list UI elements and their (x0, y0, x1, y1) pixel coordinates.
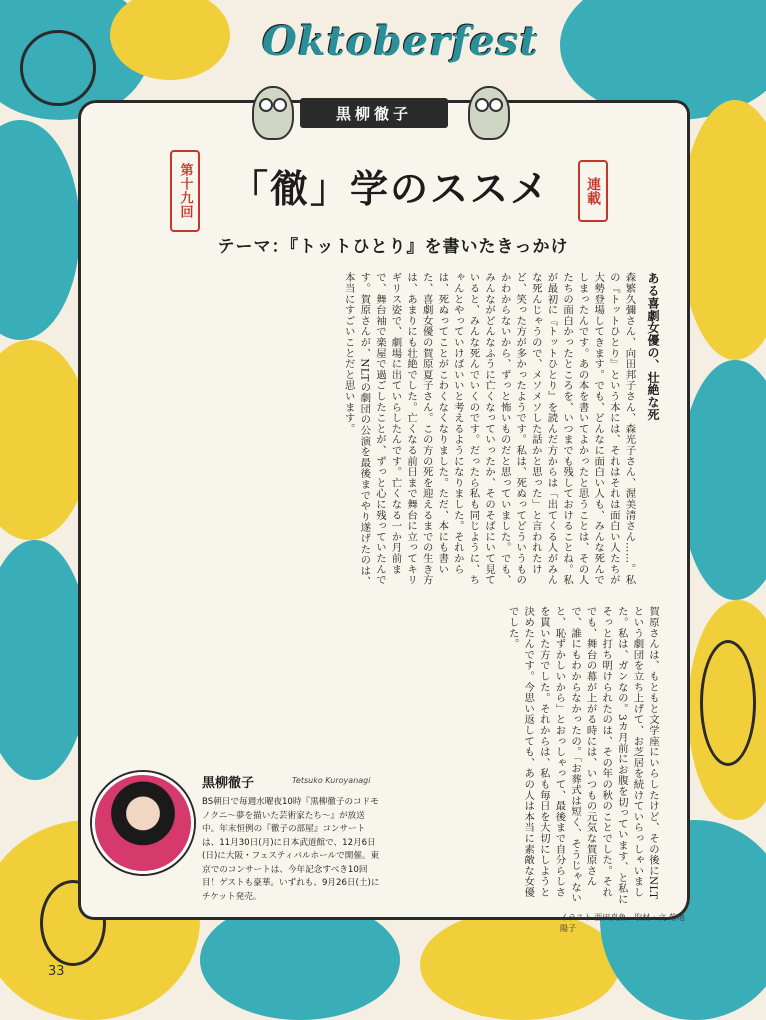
profile-text: BS朝日で毎週水曜夜10時『黒柳徹子のコドモノクニ〜夢を描いた芸術家たち〜』が放送中。年末恒例の『徹子の部屋』コンサートは、11月30日(月)に日本武道館で、12月6日(日)に大阪・フェスティバルホールで開催。東京でのコンサートは、今年記念すべき10回目！ゲストも豪華。いずれも、9月26日(土)にチケット発売。 (202, 797, 380, 902)
article-text-upper: 森繁久彌さん、向田邦子さん、森光子さん、渥美清さん……。私の『トットひとり』という本には、それはそれは面白い人たちが大勢登場してきます。でも、どんなに面白い人も、みんな死んでしまったんです。あの本を書いてよかったと思うことは、その人たちの面白かったところを、いつまでも残しておけることね。私が最初に『トットひとり』を読んだ方からは「出てくる人がみんな死んじゃうので、メソメソした話かと思った」と言われたけど、笑った方が多かったようです。私は、死ぬってどういうものかわからないから、ずっと怖いものだと思っていました。でも、みんながどんなふうに亡くなっていったか、そのそばにいて見ていると、みんな死んでいくのです。だったら私も同じように、ちゃんとやっていけばいいと考えるようになりました。それからは、死ぬってことがこわくなくなりました。ただ、本にも書いた、喜劇女優の賀原夏子さん。この方の死を迎えるまでの生き方は、あまりにも壮絶でした。亡くなる前日まで舞台に立ってキリギリス姿で、劇場に出ていらしたんです。亡くなる一か月前まで、舞台袖で楽屋で過ごしたことが、ずっと心に残っていたんです。賀原さんが、NLTの劇団の公演を最後までやり遂げたのは、本当にすごいことだと思います。 (342, 272, 636, 587)
series-badge: 連載 (578, 160, 608, 222)
frame-shape (0, 540, 90, 780)
frame-outline (20, 30, 96, 106)
article-theme: テーマ：『トットひとり』を書いたきっかけ (217, 237, 569, 257)
frame-outline (700, 640, 756, 766)
frame-shape (680, 100, 766, 360)
article-body-upper (100, 272, 660, 594)
frame-shape (0, 340, 90, 540)
author-ribbon: 黒柳徹子 (300, 98, 448, 128)
frame-shape (420, 910, 620, 1020)
event-title: Oktoberfest (262, 18, 539, 65)
page-title: 「徹」学のススメ (229, 167, 550, 211)
frame-shape (0, 120, 80, 340)
author-profile (92, 772, 380, 912)
profile-romaji: Tetsuko Kuroyanagi (292, 776, 371, 785)
owl-icon (468, 86, 510, 140)
credit-line: イラスト 西田真魚 取材・文 菊地陽子 (560, 913, 685, 933)
owl-icon (252, 86, 294, 140)
series-number: 第十九回 (170, 150, 200, 232)
page-number: 33 (48, 964, 65, 979)
article-text-lower: 賀原さんは、もともと文学座にいらしたけど、その後にNLTという劇団を立ち上げて、お芝居を続けていらっしゃいました。私は、ガンなの。3カ月前にお腹を切っています、と私にそっと打ち明けられたのは、その年の秋のことでした。それでも、舞台の幕が上がる時には、いつもの元気な賀原さんで、誰にもわからなかったの。「お葬式は短く、そうじゃないと、恥ずかしいから」とおっしゃって、最後まで自分らしさを貫いた方でした。それからは、私も毎日を大切にしようと決めたんです。今思い返しても、あの人は本当に素敵な女優でした。 (506, 606, 659, 905)
article-lead: ある喜劇女優の、壮絶な死 (646, 272, 660, 421)
author-portrait (92, 772, 194, 874)
frame-shape (680, 360, 766, 600)
profile-name: 黒柳徹子 (202, 776, 255, 791)
